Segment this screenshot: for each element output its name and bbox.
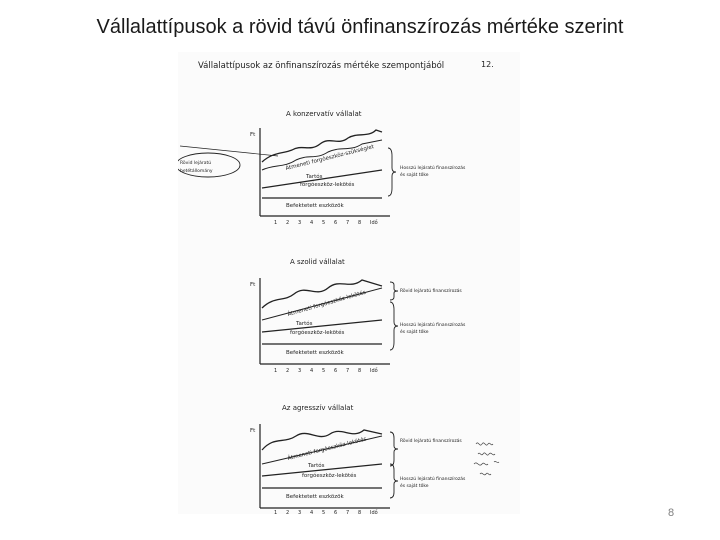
page-number: 8: [668, 507, 675, 519]
slide-title: Vállalattípusok a rövid távú önfinanszírozás mértéke szerint: [96, 16, 624, 38]
svg-text:2: 2: [286, 220, 290, 226]
svg-text:5: 5: [322, 510, 326, 514]
svg-text:3: 3: [298, 368, 302, 374]
x-ticks: [274, 220, 378, 226]
svg-text:5: 5: [322, 368, 326, 374]
axis-y-label: Ft: [250, 132, 256, 138]
scan-heading: Vállalattípusok az önfinanszírozás mértéke szempontjából: [198, 61, 445, 71]
band-label-1: Tartós: [306, 174, 323, 180]
panel-conservative: [178, 110, 466, 226]
panel-title: Az agresszív vállalat: [282, 404, 354, 412]
svg-text:7: 7: [346, 510, 350, 514]
svg-text:4: 4: [310, 220, 314, 226]
curve-label: Átmeneti forgóeszköz-lekötés: [286, 289, 367, 318]
curve-label: Átmeneti forgóeszköz-szükséglet: [285, 144, 375, 172]
right-brace-top: [390, 282, 398, 300]
right-note-3: és saját tőke: [400, 484, 429, 489]
axis-y-label: Ft: [250, 282, 256, 288]
scanned-figure: [178, 52, 520, 514]
right-note-2: Hosszú lejáratú finanszírozás: [400, 477, 466, 482]
handwritten-notes: [474, 443, 499, 475]
svg-text:Idő: Idő: [370, 368, 378, 374]
corner-mark: 12.: [481, 60, 494, 69]
left-note-1: Rövid lejáratú: [180, 161, 212, 166]
svg-text:6: 6: [334, 220, 338, 226]
band-label-2: forgóeszköz-lekötés: [302, 473, 357, 479]
svg-text:6: 6: [334, 510, 338, 514]
svg-text:1: 1: [274, 220, 278, 226]
mid-curve: [262, 140, 382, 170]
svg-text:5: 5: [322, 220, 326, 226]
scanned-document: [178, 52, 520, 514]
right-note-3: és saját tőke: [400, 330, 429, 335]
left-note-2: betétállomány: [180, 169, 213, 174]
svg-text:1: 1: [274, 510, 278, 514]
right-note-2: és saját tőke: [400, 173, 429, 178]
curve-label: Átmeneti forgóeszköz-lekötés: [287, 436, 368, 462]
svg-text:1: 1: [274, 368, 278, 374]
band-label-3: Befektetett eszközök: [286, 494, 344, 500]
right-note-1: Hosszú lejáratú finanszírozás: [400, 166, 466, 171]
x-ticks: [274, 368, 378, 374]
band-label-1: Tartós: [308, 463, 325, 469]
panel-aggressive: [250, 404, 499, 514]
right-brace: [388, 148, 396, 196]
right-note-1: Rövid lejáratú finanszírozás: [400, 289, 462, 294]
svg-text:Idő: Idő: [370, 220, 378, 226]
svg-text:Idő: Idő: [370, 510, 378, 514]
svg-text:4: 4: [310, 368, 314, 374]
panel-title: A szolid vállalat: [290, 258, 345, 266]
svg-text:3: 3: [298, 510, 302, 514]
right-brace-bottom: [390, 302, 398, 350]
band-label-2: forgóeszköz-lekötés: [300, 182, 355, 188]
band-label-2: forgóeszköz-lekötés: [290, 330, 345, 336]
svg-text:7: 7: [346, 220, 350, 226]
svg-text:6: 6: [334, 368, 338, 374]
right-note-1: Rövid lejáratú finanszírozás: [400, 439, 462, 444]
panel-title: A konzervatív vállalat: [286, 110, 362, 118]
svg-text:3: 3: [298, 220, 302, 226]
svg-text:8: 8: [358, 220, 362, 226]
svg-text:2: 2: [286, 510, 290, 514]
axis-y-label: Ft: [250, 428, 256, 434]
svg-text:8: 8: [358, 368, 362, 374]
x-ticks: [274, 510, 378, 514]
band-label-1: Tartós: [296, 321, 313, 327]
panel-solid: [250, 258, 466, 374]
right-brace-bottom: [390, 464, 398, 498]
band-label-3: Befektetett eszközök: [286, 350, 344, 356]
right-note-2: Hosszú lejáratú finanszírozás: [400, 323, 466, 328]
svg-text:8: 8: [358, 510, 362, 514]
svg-text:4: 4: [310, 510, 314, 514]
band-label-3: Befektetett eszközök: [286, 203, 344, 209]
right-brace-top: [390, 432, 398, 466]
svg-text:2: 2: [286, 368, 290, 374]
svg-text:7: 7: [346, 368, 350, 374]
